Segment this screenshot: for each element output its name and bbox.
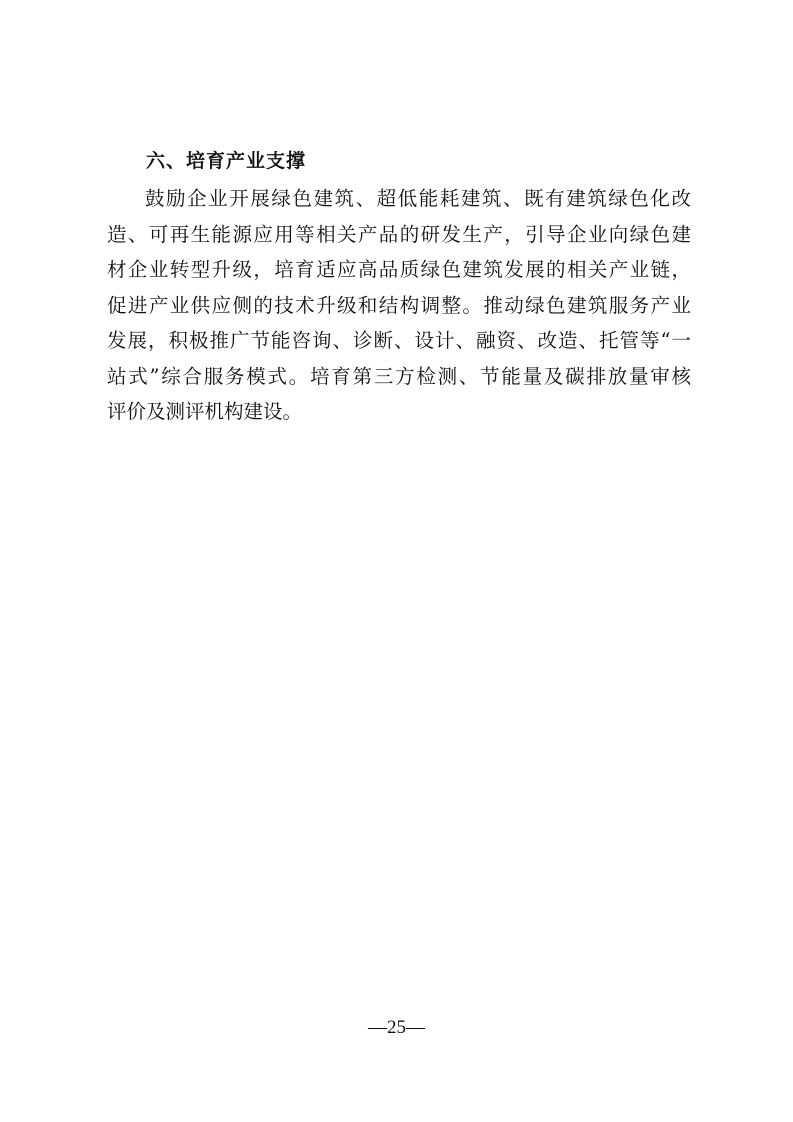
- paragraph-line: 鼓励企业开展绿色建筑、超低能耗建筑、既有建筑绿色化改: [145, 187, 691, 210]
- section-heading: 六、培育产业支撑: [146, 150, 307, 172]
- paragraph-line: 造、可再生能源应用等相关产品的研发生产，引导企业向绿色建: [107, 222, 691, 246]
- paragraph-line: 材企业转型升级，培育适应高品质绿色建筑发展的相关产业链，: [107, 258, 691, 281]
- paragraph-line: 评价及测评机构建设。: [107, 400, 303, 423]
- paragraph-line: 发展，积极推广节能咨询、诊断、设计、融资、改造、托管等“一: [107, 329, 691, 352]
- paragraph-line: 站式”综合服务模式。培育第三方检测、节能量及碳排放量审核: [107, 364, 691, 388]
- page-number: —25—: [368, 1017, 425, 1038]
- body-paragraph: [107, 181, 707, 430]
- paragraph-line: 促进产业供应侧的技术升级和结构调整。推动绿色建筑服务产业: [107, 293, 691, 317]
